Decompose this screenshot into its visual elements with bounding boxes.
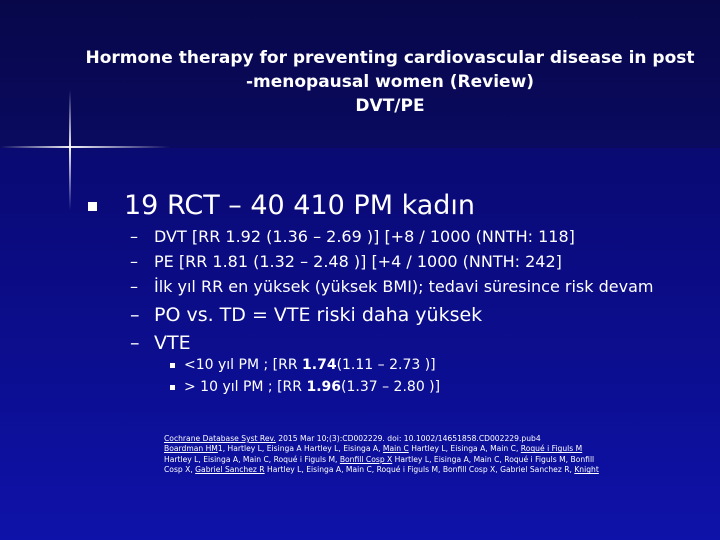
author-text: Hartley L, Eisinga A, Main C,	[408, 444, 521, 454]
vte-item-prefix: > 10 yıl PM ; [RR	[184, 379, 307, 395]
vte-item-rr: 1.96	[306, 379, 342, 395]
dash-bullet: –	[130, 227, 138, 246]
slide-title	[60, 46, 720, 118]
square-bullet-icon	[170, 385, 175, 390]
vte-item-rr: 1.74	[302, 357, 337, 373]
author-link[interactable]: Bonfill Cosp X	[339, 454, 393, 464]
citation-text: 2015 Mar 10;(3):CD002229. doi: 10.1002/14651858.CD002229.pub4	[275, 434, 541, 443]
vte-item-ci: (1.37 – 2.80 )]	[341, 379, 441, 395]
square-bullet-icon	[170, 363, 175, 368]
author-text: Hartley L, Eisinga A, Main C, Roqué i Figuls M,	[164, 454, 340, 464]
author-link[interactable]: Gabriel Sanchez R	[195, 465, 265, 475]
title-line-1: Hormone therapy for preventing cardiovascular disease in post	[85, 48, 695, 68]
sub-item-text: PO vs. TD = VTE riski daha yüksek	[154, 304, 483, 326]
author-text: 1, Hartley L, Eisinga A Hartley L, Eisinga A,	[217, 444, 383, 454]
author-link[interactable]: Knight	[574, 465, 599, 475]
title-line-2: -menopausal women (Review)	[245, 72, 535, 92]
author-link[interactable]: Boardman HM	[164, 444, 218, 454]
sparkle-horizontal	[0, 146, 170, 148]
author-link[interactable]: Main C	[382, 444, 409, 454]
vte-item-prefix: <10 yıl PM ; [RR	[184, 357, 303, 373]
author-text: Hartley L, Eisinga A, Main C, Roqué i Figuls M, Bonfill Cosp X,	[164, 454, 595, 475]
sub-item-text: PE [RR 1.81 (1.32 – 2.48 )] [+4 / 1000 (NNTH: 242]	[154, 252, 562, 271]
author-text: Hartley L, Eisinga A, Main C, Roqué i Figuls M, Bonfill Cosp X, Gabriel Sanchez R,	[264, 465, 575, 475]
dash-bullet: –	[130, 252, 138, 271]
square-bullet-icon	[88, 202, 97, 211]
reference-citation	[164, 434, 604, 476]
author-link[interactable]: Roqué i Figuls M	[520, 444, 583, 454]
vte-item-ci: (1.11 – 2.73 )]	[336, 357, 436, 373]
sub-item-text: İlk yıl RR en yüksek (yüksek BMI); tedavi süresince risk devam	[154, 277, 654, 296]
title-line-3: DVT/PE	[355, 96, 425, 116]
dash-bullet: –	[130, 304, 140, 326]
journal-link[interactable]: Cochrane Database Syst Rev.	[164, 434, 276, 443]
dash-bullet: –	[130, 332, 140, 354]
vte-item-text	[184, 356, 436, 374]
main-bullet	[88, 188, 475, 224]
main-bullet-text: 19 RCT – 40 410 PM kadın	[124, 190, 476, 221]
dash-bullet: –	[130, 277, 138, 296]
sub-item-text: DVT [RR 1.92 (1.36 – 2.69 )] [+8 / 1000 (NNTH: 118]	[154, 227, 575, 246]
sub-item-text: VTE	[154, 332, 191, 354]
vte-item-text	[184, 378, 440, 396]
